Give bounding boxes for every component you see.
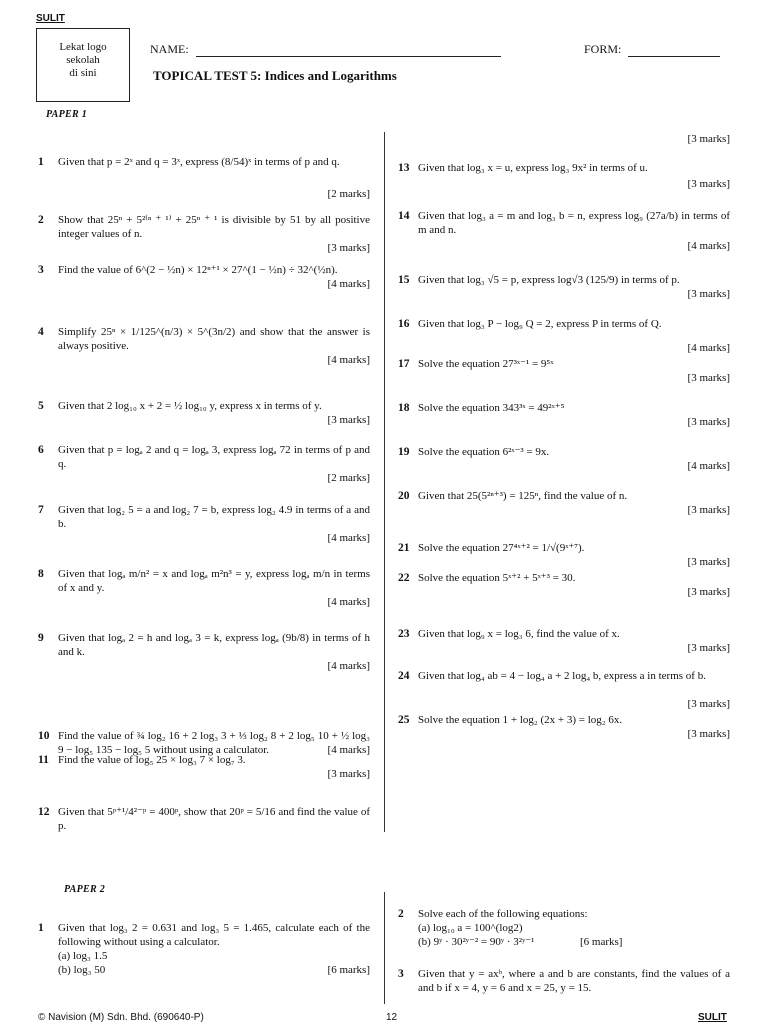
form-row (584, 42, 720, 57)
question-12 (38, 806, 370, 836)
marks: [3 marks] (687, 178, 730, 190)
question-number: 2 (38, 214, 44, 226)
question-number: 19 (398, 446, 410, 458)
question-text: Given that log₃ √5 = p, express log√3 (125/9) in terms of p. (418, 274, 680, 286)
part-a: (a) log₁₀ a = 100^(log2) (418, 922, 523, 934)
question-text: Given that log₃ P − log₉ Q = 2, express P in terms of Q. (418, 318, 662, 330)
marks: [4 marks] (687, 460, 730, 472)
marks: [3 marks] (687, 586, 730, 598)
logo-text-2: sekolah (66, 54, 100, 66)
question-number: 17 (398, 358, 410, 370)
column-divider-1 (384, 132, 385, 832)
right-top-marks: [3 marks] (687, 133, 730, 145)
page-number: 12 (386, 1012, 398, 1023)
question-text: Given that log₄ ab = 4 − log₄ a + 2 log₄ b, express a in terms of b. (418, 670, 706, 682)
question-text: Simplify 25ⁿ × 1/125^(n/3) × 5^(3n/2) and show that the answer is always positive. (58, 326, 370, 352)
question-text: Given that log₃ 2 = 0.631 and log₃ 5 = 1.465, calculate each of the following without using a calculator. (58, 922, 370, 948)
question-text: Given that log₂ 5 = a and log₂ 7 = b, express log₂ 4.9 in terms of a and b. (58, 504, 370, 530)
marks: [3 marks] (687, 698, 730, 710)
question-1 (38, 156, 370, 204)
question-number: 7 (38, 504, 44, 516)
paper2-q3 (398, 968, 730, 998)
marks: [4 marks] (327, 354, 370, 366)
question-text: Solve each of the following equations: (418, 908, 588, 920)
question-3 (38, 264, 370, 294)
form-label: FORM: (584, 42, 622, 56)
question-text: Find the value of 6^(2 − ½n) × 12ⁿ⁺¹ × 27^(1 − ½n) ÷ 32^(½n). (58, 264, 338, 276)
paper1-label: PAPER 1 (46, 109, 88, 120)
question-number: 1 (38, 922, 44, 934)
question-23 (398, 628, 730, 658)
question-number: 9 (38, 632, 44, 644)
name-row (150, 42, 501, 57)
question-number: 13 (398, 162, 410, 174)
question-19 (398, 446, 730, 476)
marks: [4 marks] (327, 660, 370, 672)
question-number: 3 (38, 264, 44, 276)
question-25 (398, 714, 730, 744)
question-number: 22 (398, 572, 410, 584)
question-number: 4 (38, 326, 44, 338)
question-text: Solve the equation 1 + log₂ (2x + 3) = log₂ 6x. (418, 714, 623, 726)
marks: [4 marks] (327, 532, 370, 544)
question-17 (398, 358, 730, 388)
question-text: Solve the equation 27³ˣ⁻¹ = 9⁵ˣ (418, 358, 554, 370)
question-22 (398, 572, 730, 602)
question-text: Given that p = logₐ 2 and q = logₐ 3, express logₐ 72 in terms of p and q. (58, 444, 370, 470)
marks: [4 marks] (687, 240, 730, 252)
question-number: 11 (38, 754, 49, 766)
logo-text-1: Lekat logo (59, 41, 107, 53)
question-number: 18 (398, 402, 410, 414)
question-text: Solve the equation 5ˣ⁺² + 5ˣ⁺³ = 30. (418, 572, 576, 584)
question-number: 15 (398, 274, 410, 286)
marks: [2 marks] (327, 472, 370, 484)
question-number: 20 (398, 490, 410, 502)
sulit-bottom: SULIT (698, 1012, 727, 1023)
question-6 (38, 444, 370, 488)
question-number: 12 (38, 806, 50, 818)
question-14 (398, 210, 730, 256)
question-13 (398, 162, 730, 194)
marks: [3 marks] (327, 768, 370, 780)
name-label: NAME: (150, 42, 189, 56)
question-number: 3 (398, 968, 404, 980)
copyright: © Navision (M) Sdn. Bhd. (690640-P) (38, 1012, 204, 1023)
question-number: 5 (38, 400, 44, 412)
question-text: Find the value of ¾ log₂ 16 + 2 log₃ 3 + ⅓ log₂ 8 + 2 log₅ 10 + ½ log₃ 9 − log₅ 135 − log₅ 5 without using a calculator. (58, 730, 370, 756)
question-8 (38, 568, 370, 612)
question-4 (38, 326, 370, 370)
question-text: Show that 25ⁿ + 5²⁽ⁿ ⁺ ¹⁾ + 25ⁿ ⁺ ¹ is divisible by 51 by all positive integer values of n. (58, 214, 370, 240)
question-text: Given that 25(5²ⁿ⁺³) = 125ⁿ, find the value of n. (418, 490, 628, 502)
question-text: Find the value of log₅ 25 × log₃ 7 × log₇ 3. (58, 754, 246, 766)
question-number: 8 (38, 568, 44, 580)
paper2-q1 (38, 922, 370, 1002)
page-title: TOPICAL TEST 5: Indices and Logarithms (153, 68, 397, 83)
question-2 (38, 214, 370, 258)
marks: [3 marks] (687, 556, 730, 568)
part-b: (b) 9ʸ · 30²ʸ⁻² = 90ʸ · 3²ʸ⁻¹ (418, 936, 535, 948)
question-15 (398, 274, 730, 304)
question-text: Given that p = 2ˣ and q = 3ˣ, express (8/54)ˣ in terms of p and q. (58, 156, 340, 168)
question-number: 24 (398, 670, 410, 682)
question-number: 25 (398, 714, 410, 726)
question-20 (398, 490, 730, 520)
question-number: 23 (398, 628, 410, 640)
question-text: Given that logₐ 2 = h and logₐ 3 = k, express logₐ (9b/8) in terms of h and k. (58, 632, 370, 658)
marks: [3 marks] (687, 728, 730, 740)
marks: [6 marks] (580, 936, 623, 948)
marks: [3 marks] (687, 288, 730, 300)
form-field[interactable] (628, 44, 720, 57)
sulit-top: SULIT (36, 13, 65, 24)
question-text: Given that 2 log₁₀ x + 2 = ½ log₁₀ y, express x in terms of y. (58, 400, 322, 412)
marks: [3 marks] (327, 414, 370, 426)
question-number: 21 (398, 542, 410, 554)
marks: [6 marks] (327, 964, 370, 976)
question-text: Solve the equation 6²ˣ⁻³ = 9x. (418, 446, 550, 458)
marks: [4 marks] (327, 278, 370, 290)
question-number: 14 (398, 210, 410, 222)
paper1-left-column (38, 150, 370, 840)
marks: [3 marks] (687, 504, 730, 516)
question-text: Given that y = axᵇ, where a and b are constants, find the values of a and b if x = 4, y = 6 and x = 25, y = 15. (418, 968, 730, 994)
marks: [4 marks] (327, 596, 370, 608)
marks: [3 marks] (327, 242, 370, 254)
question-number: 2 (398, 908, 404, 920)
question-number: 10 (38, 730, 50, 742)
marks: [3 marks] (687, 372, 730, 384)
question-21 (398, 542, 730, 572)
question-text: Solve the equation 343³ˣ = 49²ˣ⁺⁵ (418, 402, 565, 414)
question-number: 1 (38, 156, 44, 168)
logo-box (36, 28, 130, 102)
logo-text-3: di sini (69, 67, 97, 79)
question-text: Given that log₃ x = u, express log₃ 9x² in terms of u. (418, 162, 648, 174)
marks: [4 marks] (327, 744, 370, 756)
question-18 (398, 402, 730, 432)
marks: [3 marks] (687, 416, 730, 428)
question-text: Given that logₐ m/n² = x and logₐ m²n³ = y, express logₐ m/n in terms of x and y. (58, 568, 370, 594)
marks: [3 marks] (687, 642, 730, 654)
question-number: 16 (398, 318, 410, 330)
question-11 (38, 754, 370, 784)
paper1-right-column (398, 160, 730, 760)
name-field[interactable] (196, 44, 501, 57)
question-text: Given that 5ᵖ⁺¹/4²⁻ᵖ = 400ᵖ, show that 20ᵖ = 5/16 and find the value of p. (58, 806, 370, 832)
marks: [4 marks] (687, 342, 730, 354)
question-24 (398, 670, 730, 714)
question-text: Given that log₃ a = m and log₃ b = n, express log₉ (27a/b) in terms of m and n. (418, 210, 730, 236)
question-16 (398, 318, 730, 358)
part-b: (b) log₃ 50 (58, 964, 106, 976)
question-9 (38, 632, 370, 676)
question-text: Given that log₉ x = log₃ 6, find the value of x. (418, 628, 620, 640)
part-a: (a) log₃ 1.5 (58, 950, 108, 962)
paper2-label: PAPER 2 (64, 884, 106, 895)
question-number: 6 (38, 444, 44, 456)
column-divider-2 (384, 892, 385, 1004)
marks: [2 marks] (327, 188, 370, 200)
question-text: Solve the equation 27⁴ˣ⁺² = 1/√(9ˣ⁺⁷). (418, 542, 585, 554)
question-7 (38, 504, 370, 548)
question-5 (38, 400, 370, 430)
